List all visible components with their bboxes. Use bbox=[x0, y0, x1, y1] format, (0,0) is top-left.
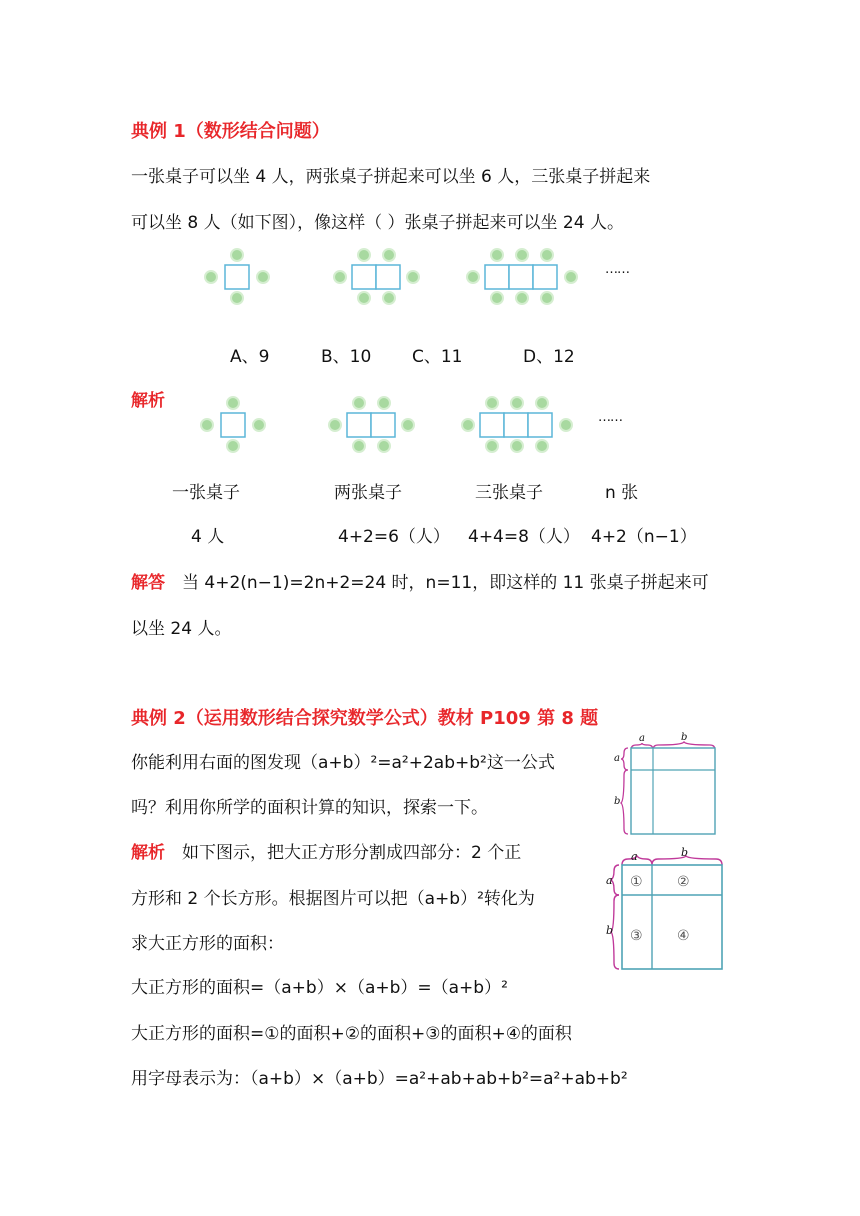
region-2: ② bbox=[677, 874, 690, 890]
label-three-tables: 三张桌子 bbox=[475, 483, 543, 503]
fig-b-label-b-top: b bbox=[681, 846, 689, 859]
option-b: B、10 bbox=[321, 347, 372, 367]
label-one-table: 一张桌子 bbox=[172, 483, 240, 503]
example1-problem-line1: 一张桌子可以坐 4 人，两张桌子拼起来可以坐 6 人，三张桌子拼起来 bbox=[131, 167, 651, 187]
example1-analysis-label: 解析 bbox=[131, 391, 165, 411]
region-3: ③ bbox=[630, 928, 643, 944]
example2-question-line2: 吗？利用你所学的面积计算的知识，探索一下。 bbox=[131, 798, 488, 818]
option-a: A、9 bbox=[230, 347, 270, 367]
square-figure-a bbox=[614, 733, 724, 838]
example2-heading: 典例 2（运用数形结合探究数学公式）教材 P109 第 8 题 bbox=[131, 708, 599, 729]
example1-problem-line2: 可以坐 8 人（如下图），像这样（ ）张桌子拼起来可以坐 24 人。 bbox=[131, 213, 624, 233]
tables-figure-2 bbox=[195, 394, 655, 458]
fig-a-label-a-top: a bbox=[639, 733, 645, 744]
fig-a-label-b-left: b bbox=[614, 796, 621, 807]
example1-answer-line1: 当 4+2(n−1)=2n+2=24 时，n=11，即这样的 11 张桌子拼起来可 bbox=[182, 573, 709, 593]
formula-2: 大正方形的面积=①的面积+②的面积+③的面积+④的面积 bbox=[131, 1024, 572, 1044]
example2-analysis-line1: 如下图示，把大正方形分割成四部分：2 个正 bbox=[182, 843, 522, 863]
count-three: 4+4=8（人） bbox=[468, 527, 580, 547]
example2-analysis-line2: 方形和 2 个长方形。根据图片可以把（a+b）²转化为 bbox=[131, 889, 535, 909]
example2-analysis-line3: 求大正方形的面积： bbox=[131, 934, 284, 954]
count-one: 4 人 bbox=[191, 527, 225, 547]
fig-b-label-a-top: a bbox=[631, 850, 638, 863]
fig-b-label-a-left: a bbox=[606, 874, 613, 887]
count-two: 4+2=6（人） bbox=[338, 527, 450, 547]
fig-b-label-b-left: b bbox=[606, 924, 614, 937]
region-4: ④ bbox=[677, 928, 690, 944]
example1-answer-line2: 以坐 24 人。 bbox=[131, 619, 232, 639]
option-c: C、11 bbox=[412, 347, 463, 367]
square-figure-b bbox=[604, 846, 728, 974]
tables-figure-1 bbox=[200, 246, 660, 310]
example2-analysis-label: 解析 bbox=[131, 843, 165, 863]
example1-answer-label: 解答 bbox=[131, 573, 165, 593]
example2-question-line1: 你能利用右面的图发现（a+b）²=a²+2ab+b²这一公式 bbox=[131, 753, 555, 773]
example1-heading: 典例 1（数形结合问题） bbox=[131, 121, 330, 142]
region-1: ① bbox=[630, 874, 643, 890]
formula-1: 大正方形的面积=（a+b）×（a+b）=（a+b）² bbox=[131, 978, 508, 998]
label-two-tables: 两张桌子 bbox=[334, 483, 402, 503]
fig-a-label-a-left: a bbox=[614, 753, 620, 764]
label-n-tables: n 张 bbox=[605, 483, 639, 503]
fig-a-label-b-top: b bbox=[681, 732, 688, 743]
ellipsis-1: …… bbox=[605, 262, 629, 277]
option-d: D、12 bbox=[523, 347, 575, 367]
count-n: 4+2（n−1） bbox=[591, 527, 697, 547]
ellipsis-2: …… bbox=[598, 410, 622, 425]
formula-3: 用字母表示为：（a+b）×（a+b）=a²+ab+ab+b²=a²+ab+b² bbox=[131, 1069, 628, 1089]
